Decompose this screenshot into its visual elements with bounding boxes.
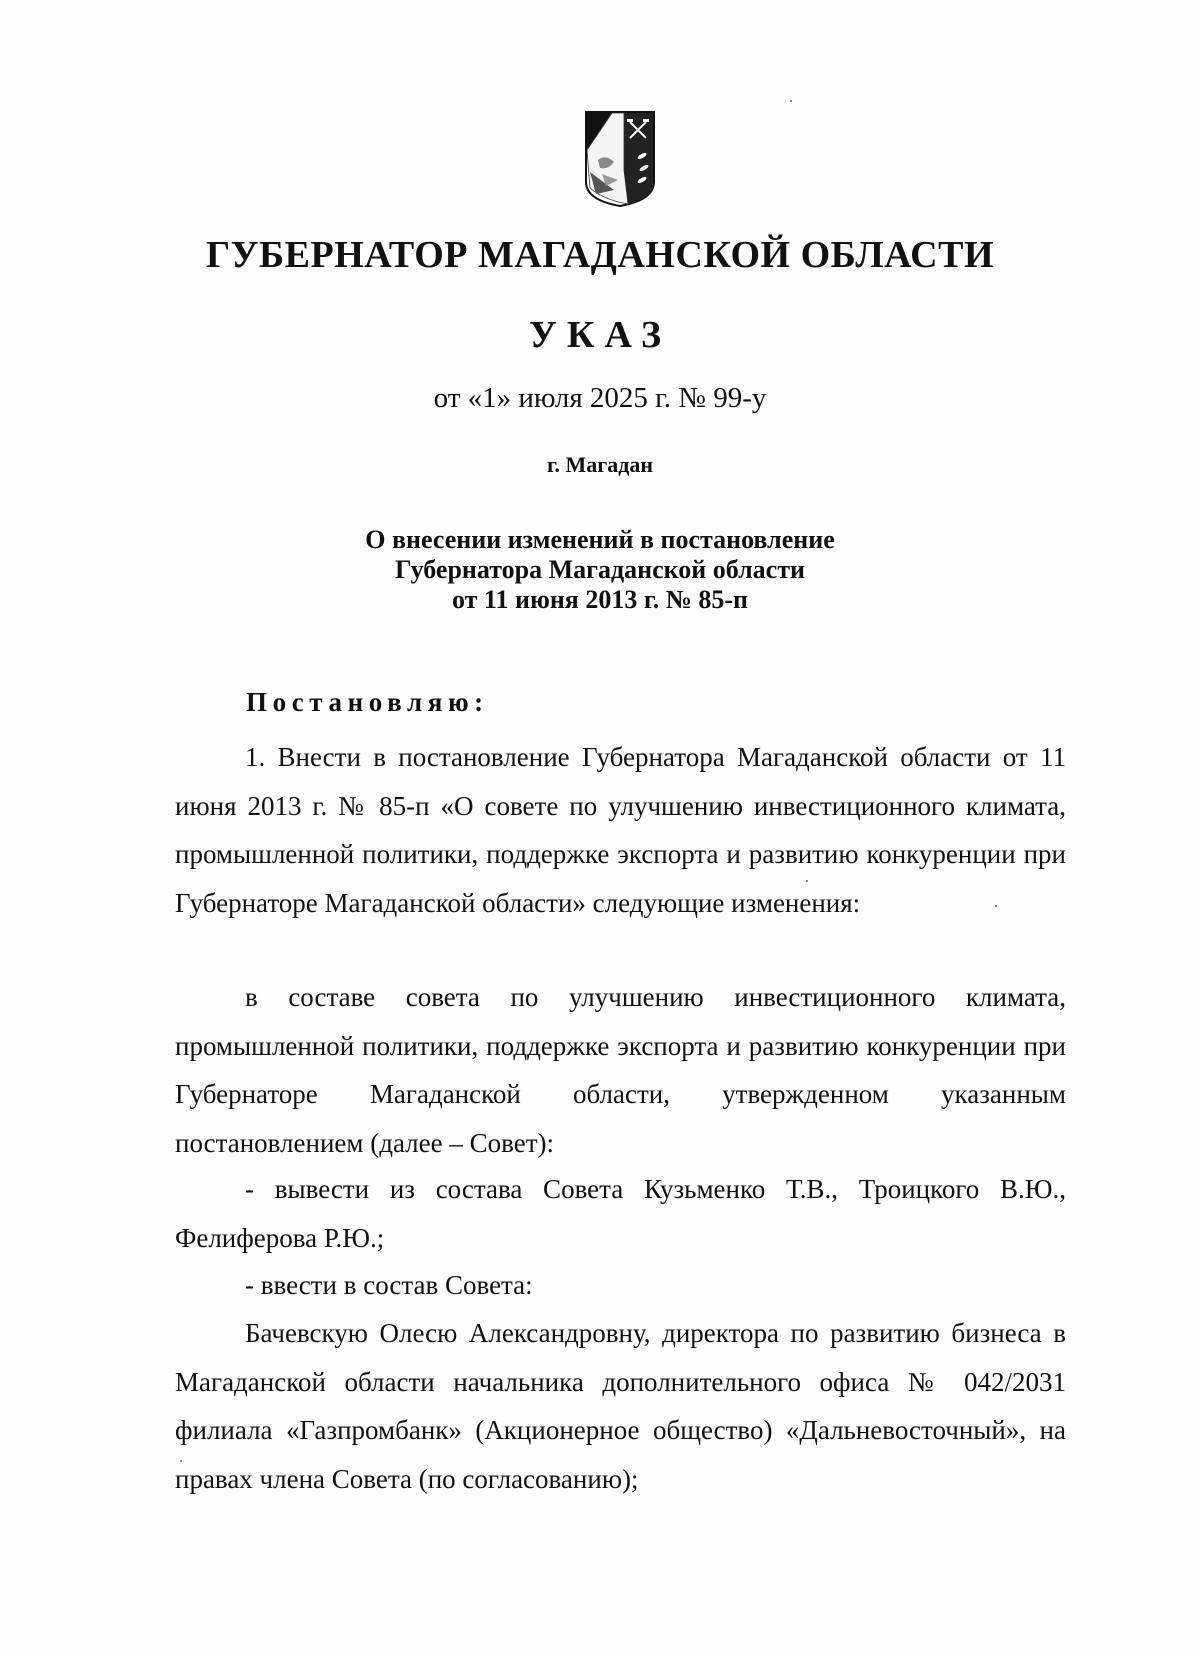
subject-line: Губернатора Магаданской области [395, 555, 805, 584]
scan-speck [790, 100, 792, 102]
coat-of-arms-emblem [584, 110, 656, 208]
scan-speck [806, 880, 808, 882]
paragraph-item-1-detail: в составе совета по улучшению инвестиционного климата, промышленной политики, поддержке экспорта и развитию конкуренции при Губернаторе Магаданской области, утвержденном указанным постановлением (далее – Совет): [175, 982, 1066, 1158]
document-subject [0, 525, 1200, 615]
paragraph-add-members-intro: - ввести в состав Совета: [245, 1270, 533, 1300]
document-type: УКАЗ [529, 314, 671, 356]
paragraph-item-1: 1. Внести в постановление Губернатора Магаданской области от 11 июня 2013 г. № 85-п «О совете по улучшению инвестиционного климата, промышленной политики, поддержке экспорта и развитию конкуренции при Губернаторе Магаданской области» следующие изменения: [175, 742, 1066, 918]
issuing-authority: ГУБЕРНАТОР МАГАДАНСКОЙ ОБЛАСТИ [205, 234, 995, 276]
paragraph-new-member: Бачевскую Олесю Александровну, директора по развитию бизнеса в Магаданской области начальника дополнительного офиса № 042/2031 филиала «Газпромбанк» (Акционерное общество) «Дальневосточный», на правах члена Совета (по согласованию); [175, 1318, 1066, 1494]
document-city: г. Магадан [546, 452, 654, 477]
subject-line: от 11 июня 2013 г. № 85-п [451, 585, 749, 614]
decree-word: Постановляю: [246, 687, 489, 717]
scan-speck [180, 1460, 182, 1462]
scan-speck [995, 905, 997, 907]
paragraph-remove-members: - вывести из состава Совета Кузьменко Т.В., Троицкого В.Ю., Фелиферова Р.Ю.; [175, 1174, 1066, 1253]
document-date-number: от «1» июля 2025 г. № 99-у [433, 382, 767, 414]
subject-line: О внесении изменений в постановление [365, 525, 835, 554]
